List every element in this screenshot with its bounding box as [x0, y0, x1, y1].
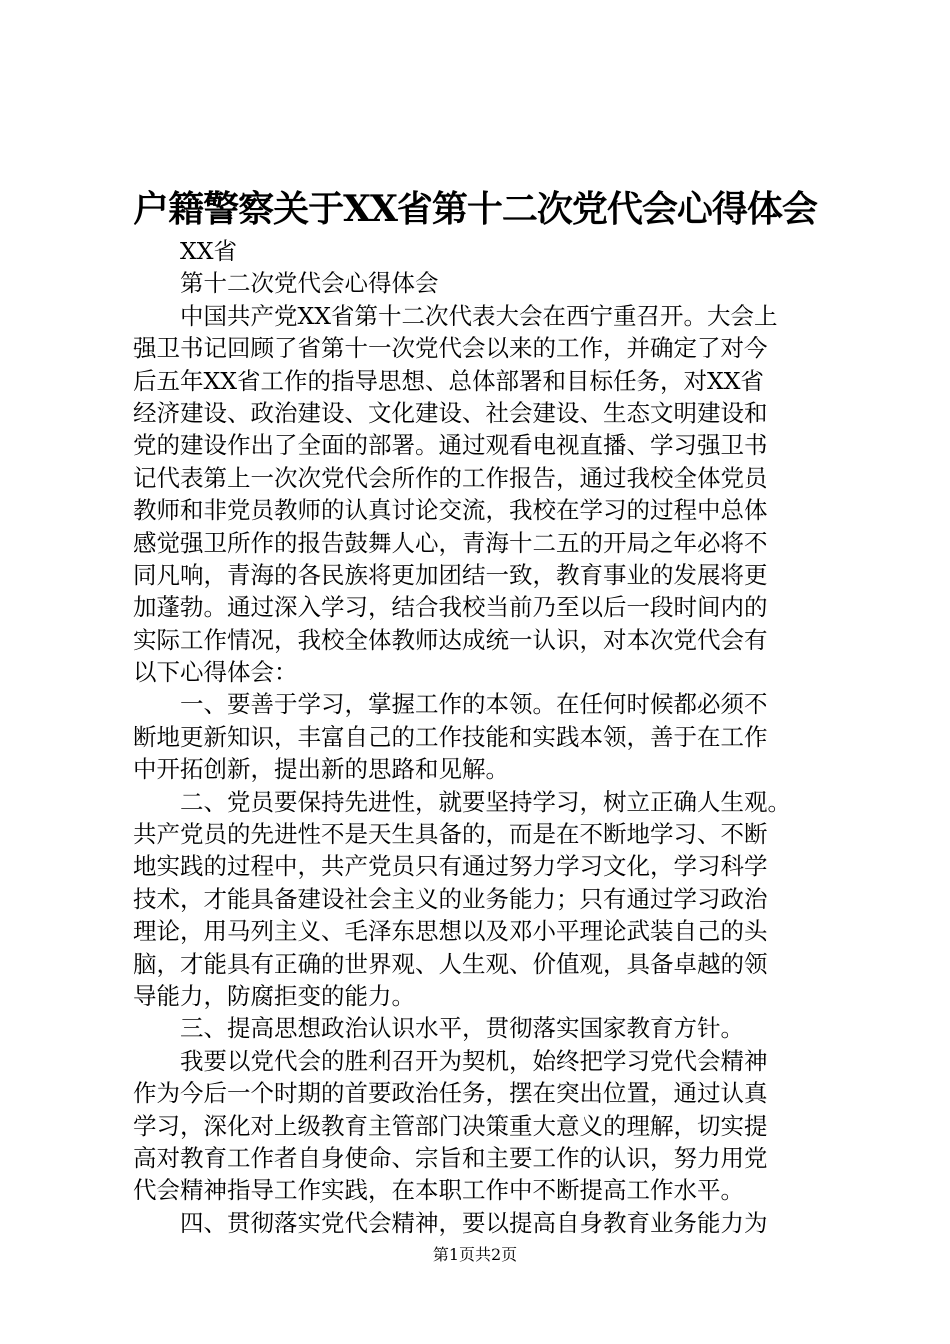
body-line: 第十二次党代会心得体会: [180, 269, 439, 298]
body-line: 我要以党代会的胜利召开为契机，始终把学习党代会精神: [180, 1046, 768, 1075]
body-line: XX省: [180, 237, 237, 265]
body-line: 代会精神指导工作实践，在本职工作中不断提高工作水平。: [133, 1176, 744, 1205]
body-line: 中国共产党XX省第十二次代表大会在西宁重召开。大会上: [180, 301, 778, 330]
body-line: 高对教育工作者自身使命、宗旨和主要工作的认识，努力用党: [133, 1143, 768, 1172]
page-count: 共2页: [475, 1245, 518, 1264]
body-line: 理论，用马列主义、毛泽东思想以及邓小平理论武装自己的头: [133, 917, 768, 946]
body-line: 感觉强卫所作的报告鼓舞人心，青海十二五的开局之年必将不: [133, 528, 768, 557]
body-line: 二、党员要保持先进性，就要坚持学习，树立正确人生观。: [180, 787, 791, 816]
body-line: 学习，深化对上级教育主管部门决策重大意义的理解，切实提: [133, 1111, 768, 1140]
body-line: 一、要善于学习，掌握工作的本领。在任何时候都必须不: [180, 690, 768, 719]
body-line: 三、提高思想政治认识水平，贯彻落实国家教育方针。: [180, 1014, 744, 1043]
body-line: 导能力，防腐拒变的能力。: [133, 981, 415, 1010]
body-line: 后五年XX省工作的指导思想、总体部署和目标任务，对XX省: [133, 366, 764, 395]
document-body: [133, 235, 838, 1239]
body-line: 断地更新知识，丰富自己的工作技能和实践本领，善于在工作: [133, 722, 768, 751]
body-line: 中开拓创新，提出新的思路和见解。: [133, 755, 509, 784]
body-line: 经济建设、政治建设、文化建设、社会建设、生态文明建设和: [133, 398, 768, 427]
body-line: 实际工作情况，我校全体教师达成统一认识，对本次党代会有: [133, 625, 768, 654]
body-line: 四、贯彻落实党代会精神，要以提高自身教育业务能力为: [180, 1208, 768, 1237]
body-line: 党的建设作出了全面的部署。通过观看电视直播、学习强卫书: [133, 431, 768, 460]
body-line: 同凡响，青海的各民族将更加团结一致，教育事业的发展将更: [133, 560, 768, 589]
body-line: 共产党员的先进性不是天生具备的，而是在不断地学习、不断: [133, 820, 768, 849]
body-line: 技术，才能具备建设社会主义的业务能力；只有通过学习政治: [133, 884, 768, 913]
body-line: 记代表第上一次次党代会所作的工作报告，通过我校全体党员: [133, 463, 768, 492]
page-number: 第1页: [432, 1245, 475, 1264]
body-line: 以下心得体会：: [133, 658, 298, 687]
page-footer: [0, 1243, 950, 1267]
body-line: 作为今后一个时期的首要政治任务，摆在突出位置，通过认真: [133, 1079, 768, 1108]
body-line: 加蓬勃。通过深入学习，结合我校当前乃至以后一段时间内的: [133, 593, 768, 622]
body-line: 强卫书记回顾了省第十一次党代会以来的工作，并确定了对今: [133, 334, 768, 363]
document-title: 户籍警察关于XX省第十二次党代会心得体会: [133, 188, 817, 230]
body-line: 教师和非党员教师的认真讨论交流，我校在学习的过程中总体: [133, 496, 768, 525]
body-line: 地实践的过程中，共产党员只有通过努力学习文化，学习科学: [133, 852, 768, 881]
body-line: 脑，才能具有正确的世界观、人生观、价值观，具备卓越的领: [133, 949, 768, 978]
